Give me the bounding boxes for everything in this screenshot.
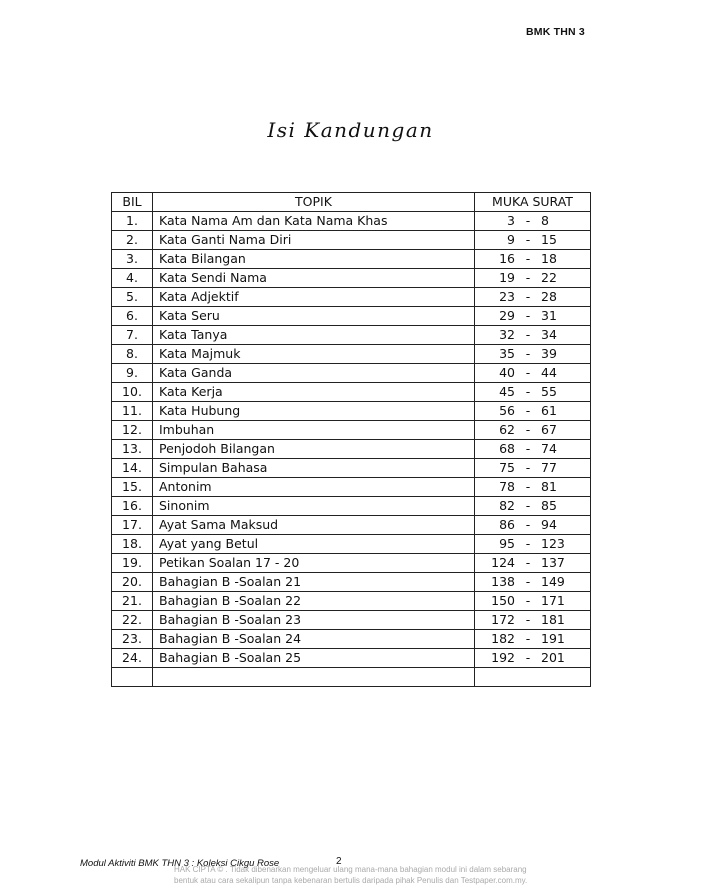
page-from: 150 <box>491 593 515 608</box>
page-to: 191 <box>541 631 565 646</box>
page-separator: - <box>525 232 531 247</box>
row-bil: 12. <box>112 421 153 440</box>
page-from: 3 <box>507 213 515 228</box>
row-muka-surat <box>475 345 591 364</box>
table-row <box>112 212 591 231</box>
row-muka-surat <box>475 630 591 649</box>
page-separator: - <box>525 498 531 513</box>
page-to: 31 <box>541 308 557 323</box>
row-muka-surat <box>475 573 591 592</box>
row-bil: 22. <box>112 611 153 630</box>
page-separator: - <box>525 327 531 342</box>
page-to: 39 <box>541 346 557 361</box>
row-topik: Kata Tanya <box>153 326 475 345</box>
page-separator: - <box>525 441 531 456</box>
row-topik: Bahagian B -Soalan 25 <box>153 649 475 668</box>
page-separator: - <box>525 213 531 228</box>
row-bil: 14. <box>112 459 153 478</box>
row-muka-surat <box>475 459 591 478</box>
row-topik: Sinonim <box>153 497 475 516</box>
empty-cell <box>475 668 591 687</box>
page-from: 29 <box>499 308 515 323</box>
page-from: 172 <box>491 612 515 627</box>
header-muka-surat: MUKA SURAT <box>475 193 591 212</box>
row-bil: 6. <box>112 307 153 326</box>
page-from: 19 <box>499 270 515 285</box>
table-row <box>112 231 591 250</box>
page-to: 137 <box>541 555 565 570</box>
row-muka-surat <box>475 269 591 288</box>
row-bil: 11. <box>112 402 153 421</box>
row-muka-surat <box>475 611 591 630</box>
row-bil: 19. <box>112 554 153 573</box>
page-to: 81 <box>541 479 557 494</box>
row-topik: Kata Bilangan <box>153 250 475 269</box>
row-topik: Bahagian B -Soalan 21 <box>153 573 475 592</box>
table-row <box>112 250 591 269</box>
row-bil: 5. <box>112 288 153 307</box>
page-from: 16 <box>499 251 515 266</box>
row-topik: Penjodoh Bilangan <box>153 440 475 459</box>
page-from: 62 <box>499 422 515 437</box>
row-bil: 3. <box>112 250 153 269</box>
page-separator: - <box>525 251 531 266</box>
header-topik: TOPIK <box>153 193 475 212</box>
row-bil: 15. <box>112 478 153 497</box>
page-from: 40 <box>499 365 515 380</box>
row-topik: Kata Ganda <box>153 364 475 383</box>
row-topik: Imbuhan <box>153 421 475 440</box>
table-row <box>112 592 591 611</box>
page-to: 55 <box>541 384 557 399</box>
row-muka-surat <box>475 592 591 611</box>
page-to: 15 <box>541 232 557 247</box>
row-bil: 17. <box>112 516 153 535</box>
table-row <box>112 630 591 649</box>
row-bil: 23. <box>112 630 153 649</box>
row-topik: Bahagian B -Soalan 23 <box>153 611 475 630</box>
row-muka-surat <box>475 383 591 402</box>
page-from: 138 <box>491 574 515 589</box>
page-to: 34 <box>541 327 557 342</box>
row-topik: Kata Sendi Nama <box>153 269 475 288</box>
page-to: 149 <box>541 574 565 589</box>
row-bil: 9. <box>112 364 153 383</box>
row-bil: 13. <box>112 440 153 459</box>
row-topik: Bahagian B -Soalan 22 <box>153 592 475 611</box>
row-bil: 1. <box>112 212 153 231</box>
page-to: 74 <box>541 441 557 456</box>
row-muka-surat <box>475 421 591 440</box>
page-separator: - <box>525 308 531 323</box>
empty-cell <box>153 668 475 687</box>
page-separator: - <box>525 270 531 285</box>
page-separator: - <box>525 422 531 437</box>
row-bil: 20. <box>112 573 153 592</box>
page-to: 61 <box>541 403 557 418</box>
row-muka-surat <box>475 231 591 250</box>
table-row <box>112 326 591 345</box>
row-muka-surat <box>475 516 591 535</box>
row-bil: 10. <box>112 383 153 402</box>
row-bil: 4. <box>112 269 153 288</box>
row-topik: Petikan Soalan 17 - 20 <box>153 554 475 573</box>
page-separator: - <box>525 365 531 380</box>
page-from: 23 <box>499 289 515 304</box>
page-to: 67 <box>541 422 557 437</box>
page-separator: - <box>525 574 531 589</box>
row-muka-surat <box>475 288 591 307</box>
page-from: 95 <box>499 536 515 551</box>
page-separator: - <box>525 346 531 361</box>
row-bil: 8. <box>112 345 153 364</box>
table-row <box>112 497 591 516</box>
row-topik: Kata Hubung <box>153 402 475 421</box>
row-muka-surat <box>475 440 591 459</box>
row-topik: Simpulan Bahasa <box>153 459 475 478</box>
row-muka-surat <box>475 326 591 345</box>
row-bil: 24. <box>112 649 153 668</box>
header-tag: BMK THN 3 <box>526 26 585 38</box>
table-row <box>112 611 591 630</box>
row-muka-surat <box>475 250 591 269</box>
table-row <box>112 535 591 554</box>
page-separator: - <box>525 517 531 532</box>
page-from: 75 <box>499 460 515 475</box>
page-from: 124 <box>491 555 515 570</box>
page-from: 32 <box>499 327 515 342</box>
page-to: 18 <box>541 251 557 266</box>
page-to: 44 <box>541 365 557 380</box>
row-bil: 7. <box>112 326 153 345</box>
page-separator: - <box>525 593 531 608</box>
page-to: 28 <box>541 289 557 304</box>
row-muka-surat <box>475 649 591 668</box>
table-row <box>112 440 591 459</box>
table-row <box>112 364 591 383</box>
page-to: 8 <box>541 213 549 228</box>
row-topik: Bahagian B -Soalan 24 <box>153 630 475 649</box>
page-to: 22 <box>541 270 557 285</box>
row-topik: Antonim <box>153 478 475 497</box>
row-muka-surat <box>475 364 591 383</box>
footer-module-label: Modul Aktiviti BMK THN 3 : Koleksi Cikgu Rose <box>80 858 280 869</box>
table-row <box>112 573 591 592</box>
row-topik: Kata Kerja <box>153 383 475 402</box>
table-row <box>112 478 591 497</box>
table-row <box>112 288 591 307</box>
row-bil: 16. <box>112 497 153 516</box>
table-row <box>112 307 591 326</box>
row-topik: Kata Seru <box>153 307 475 326</box>
page-from: 82 <box>499 498 515 513</box>
table-row <box>112 383 591 402</box>
empty-cell <box>112 668 153 687</box>
page-separator: - <box>525 650 531 665</box>
page-from: 182 <box>491 631 515 646</box>
table-row <box>112 459 591 478</box>
page-from: 45 <box>499 384 515 399</box>
row-muka-surat <box>475 212 591 231</box>
table-row <box>112 269 591 288</box>
page-separator: - <box>525 479 531 494</box>
page-from: 56 <box>499 403 515 418</box>
page-separator: - <box>525 289 531 304</box>
page-separator: - <box>525 631 531 646</box>
header-bil: BIL <box>112 193 153 212</box>
row-topik: Kata Nama Am dan Kata Nama Khas <box>153 212 475 231</box>
page-from: 68 <box>499 441 515 456</box>
copyright-note: HAK CIPTA © . Tidak dibenarkan mengeluar ulang mana-mana bahagian modul ini dalam sebarang bentuk atau cara sekalipun tanpa kebenaran bertulis daripada pihak Penulis dan Testpaper.com.my. <box>174 865 528 885</box>
page-from: 192 <box>491 650 515 665</box>
table-header-row <box>112 193 591 212</box>
page-from: 86 <box>499 517 515 532</box>
row-topik: Kata Majmuk <box>153 345 475 364</box>
page-from: 9 <box>507 232 515 247</box>
row-muka-surat <box>475 554 591 573</box>
page-to: 171 <box>541 593 565 608</box>
page-separator: - <box>525 403 531 418</box>
row-muka-surat <box>475 402 591 421</box>
page-separator: - <box>525 555 531 570</box>
page-separator: - <box>525 612 531 627</box>
table-body <box>112 212 591 687</box>
page-to: 94 <box>541 517 557 532</box>
table-row <box>112 649 591 668</box>
page-from: 35 <box>499 346 515 361</box>
page-to: 181 <box>541 612 565 627</box>
row-topik: Kata Ganti Nama Diri <box>153 231 475 250</box>
page-to: 85 <box>541 498 557 513</box>
row-bil: 21. <box>112 592 153 611</box>
page-title: Isi Kandungan <box>267 118 434 142</box>
page-to: 77 <box>541 460 557 475</box>
page-to: 201 <box>541 650 565 665</box>
page-separator: - <box>525 460 531 475</box>
table-row <box>112 345 591 364</box>
page-separator: - <box>525 536 531 551</box>
table-row <box>112 554 591 573</box>
row-muka-surat <box>475 307 591 326</box>
page-number: 2 <box>336 856 342 867</box>
row-topik: Ayat Sama Maksud <box>153 516 475 535</box>
row-muka-surat <box>475 535 591 554</box>
row-muka-surat <box>475 478 591 497</box>
row-bil: 2. <box>112 231 153 250</box>
page-to: 123 <box>541 536 565 551</box>
contents-table <box>111 192 591 687</box>
table-row <box>112 516 591 535</box>
table-row <box>112 421 591 440</box>
table-row <box>112 402 591 421</box>
row-topik: Kata Adjektif <box>153 288 475 307</box>
row-bil: 18. <box>112 535 153 554</box>
table-row-empty <box>112 668 591 687</box>
page-from: 78 <box>499 479 515 494</box>
row-muka-surat <box>475 497 591 516</box>
page-separator: - <box>525 384 531 399</box>
row-topik: Ayat yang Betul <box>153 535 475 554</box>
